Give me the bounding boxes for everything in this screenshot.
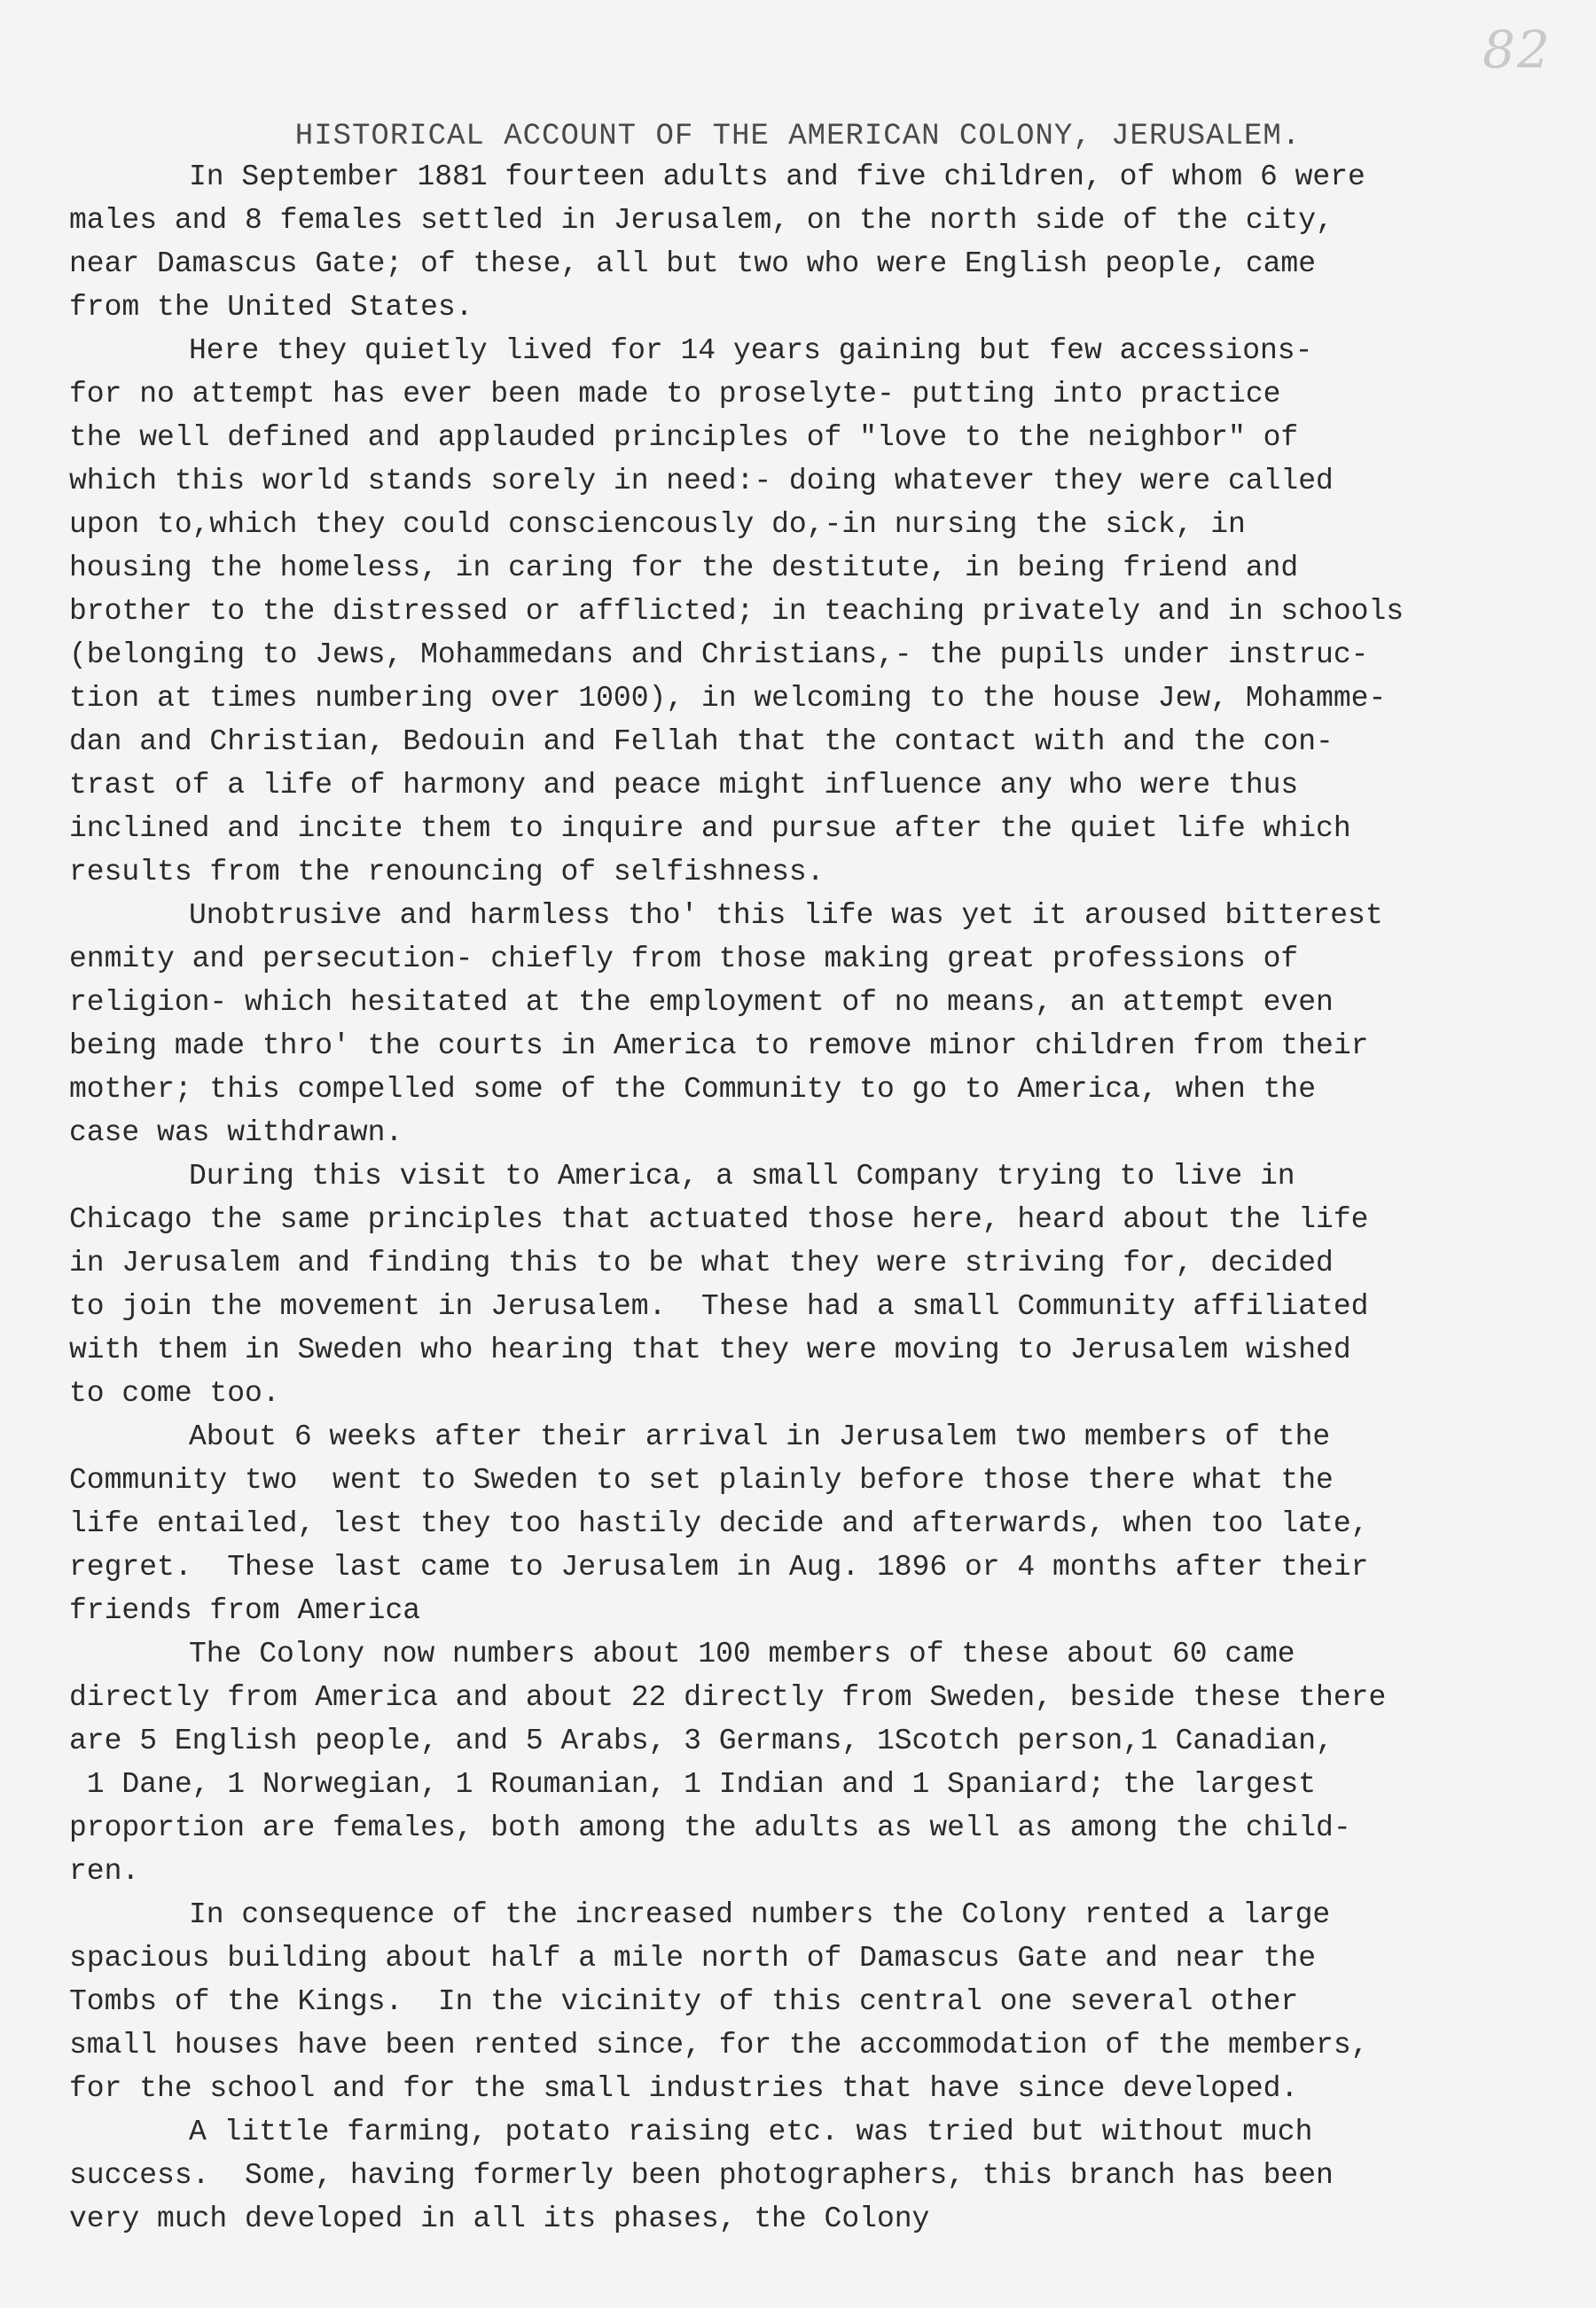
text-line: males and 8 females settled in Jerusalem, on the north side of the city, (69, 204, 1334, 237)
handwritten-page-number: 82 (1483, 20, 1552, 80)
text-line: for the school and for the small industries that have since developed. (69, 2072, 1299, 2105)
text-line: for no attempt has ever been made to proselyte- putting into practice (69, 378, 1281, 411)
text-line: The Colony now numbers about 100 members of these about 60 came (189, 1638, 1295, 1670)
text-line: case was withdrawn. (69, 1116, 403, 1149)
text-line: 1 Dane, 1 Norwegian, 1 Roumanian, 1 Indian and 1 Spaniard; the largest (69, 1768, 1317, 1801)
text-line: which this world stands sorely in need:- doing whatever they were called (69, 465, 1334, 497)
text-line: directly from America and about 22 directly from Sweden, beside these there (69, 1681, 1387, 1714)
document-title: HISTORICAL ACCOUNT OF THE AMERICAN COLONY, JERUSALEM. (294, 120, 1302, 153)
text-line: inclined and incite them to inquire and pursue after the quiet life which (69, 812, 1351, 845)
text-line: are 5 English people, and 5 Arabs, 3 Germans, 1Scotch person,1 Canadian, (69, 1725, 1334, 1757)
text-line: religion- which hesitated at the employment of no means, an attempt even (69, 986, 1334, 1019)
text-line: brother to the distressed or afflicted; in teaching privately and in schools (69, 595, 1404, 628)
text-line: Tombs of the Kings. In the vicinity of this central one several other (69, 1985, 1299, 2018)
text-line: to come too. (69, 1377, 280, 1410)
text-line: from the United States. (69, 291, 473, 324)
text-line: Chicago the same principles that actuated those here, heard about the life (69, 1203, 1369, 1236)
text-line: Here they quietly lived for 14 years gaining but few accessions- (189, 334, 1313, 367)
text-line: proportion are females, both among the adults as well as among the child- (69, 1811, 1351, 1844)
text-line: About 6 weeks after their arrival in Jerusalem two members of the (189, 1420, 1331, 1453)
text-line: small houses have been rented since, for the accommodation of the members, (69, 2029, 1369, 2062)
text-line: friends from America (69, 1594, 421, 1627)
text-line: A little farming, potato raising etc. was tried but without much (189, 2116, 1313, 2148)
text-line: in Jerusalem and finding this to be what they were striving for, decided (69, 1247, 1334, 1279)
text-line: upon to,which they could consciencously do,-in nursing the sick, in (69, 508, 1246, 541)
text-line: Unobtrusive and harmless tho' this life was yet it aroused bitterest (189, 899, 1383, 932)
text-line: (belonging to Jews, Mohammedans and Christians,- the pupils under instruc- (69, 638, 1369, 671)
text-line: ren. (69, 1855, 140, 1888)
text-line: being made thro' the courts in America to remove minor children from their (69, 1029, 1369, 1062)
text-line: regret. These last came to Jerusalem in Aug. 1896 or 4 months after their (69, 1551, 1369, 1584)
text-line: mother; this compelled some of the Community to go to America, when the (69, 1073, 1317, 1106)
text-line: with them in Sweden who hearing that they were moving to Jerusalem wished (69, 1334, 1351, 1366)
text-line: During this visit to America, a small Company trying to live in (189, 1160, 1295, 1193)
text-line: results from the renouncing of selfishness. (69, 856, 825, 888)
text-line: spacious building about half a mile north of Damascus Gate and near the (69, 1942, 1317, 1975)
text-line: enmity and persecution- chiefly from those making great professions of (69, 943, 1299, 975)
text-line: near Damascus Gate; of these, all but two who were English people, came (69, 247, 1317, 280)
text-line: success. Some, having formerly been photographers, this branch has been (69, 2159, 1334, 2192)
text-line: very much developed in all its phases, the Colony (69, 2202, 930, 2235)
text-line: Community two went to Sweden to set plainly before those there what the (69, 1464, 1334, 1497)
document-body (69, 155, 1576, 2241)
text-line: dan and Christian, Bedouin and Fellah that the contact with and the con- (69, 725, 1334, 758)
text-line: trast of a life of harmony and peace might influence any who were thus (69, 769, 1299, 802)
text-line: housing the homeless, in caring for the destitute, in being friend and (69, 552, 1299, 584)
text-line: life entailed, lest they too hastily decide and afterwards, when too late, (69, 1507, 1369, 1540)
text-line: tion at times numbering over 1000), in welcoming to the house Jew, Mohamme- (69, 682, 1387, 715)
text-line: In September 1881 fourteen adults and five children, of whom 6 were (189, 160, 1365, 193)
text-line: In consequence of the increased numbers the Colony rented a large (189, 1898, 1331, 1931)
text-line: to join the movement in Jerusalem. These had a small Community affiliated (69, 1290, 1369, 1323)
text-line: the well defined and applauded principles of "love to the neighbor" of (69, 421, 1299, 454)
